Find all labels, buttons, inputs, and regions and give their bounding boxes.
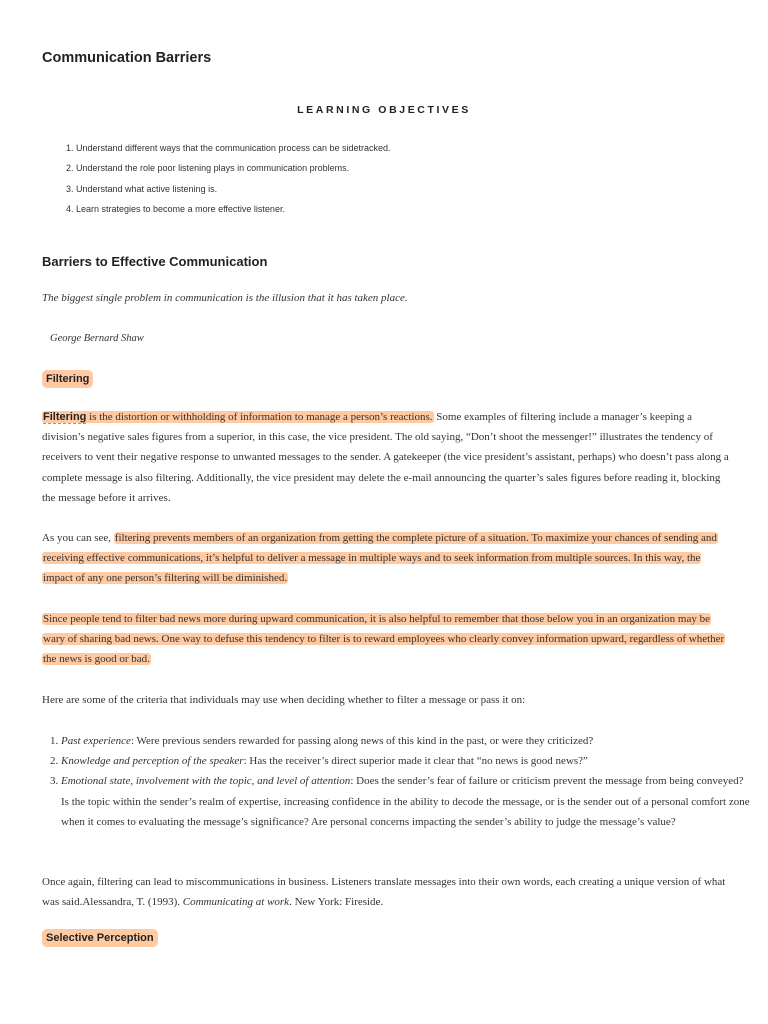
criteria-term: Knowledge and perception of the speaker bbox=[61, 755, 244, 768]
objective-item: 3. Understand what active listening is. bbox=[76, 179, 391, 199]
filtering-paragraph-1 bbox=[42, 407, 732, 508]
objective-item: 1. Understand different ways that the communication process can be sidetracked. bbox=[76, 138, 391, 158]
paragraph-text: Some examples of filtering include a manager’s keeping a division’s negative sales figures from a superior, in this case, the vice president. The old saying, “Don’t shoot the messenger!” illustrates the tendency of receivers to vent their negative response to unwanted messages to the sender. A gatekeeper (the vice president’s assistant, perhaps) who doesn’t pass along a complete message is also filtering. Additionally, the vice president may delete the e-mail announcing the quarter’s sales figures before reading it, blocking the message before it arrives. bbox=[42, 411, 729, 504]
quote-author: George Bernard Shaw bbox=[50, 333, 144, 344]
citation-lead: Alessandra, T. (1993). bbox=[82, 896, 183, 909]
highlight-text: is the distortion or withholding of information to manage a person’s reactions. bbox=[86, 411, 433, 423]
filtering-paragraph-3 bbox=[42, 609, 732, 670]
highlight-text: filtering prevents members of an organization from getting the complete picture of a situation. To maximize your chances of sending and receiving effective communications, it’s helpful to deliver a message in multiple ways and to seek information from multiple sources. In this way, the impact of any one person’s filtering will be diminished. bbox=[43, 532, 717, 585]
criteria-term: Emotional state, involvement with the topic, and level of attention bbox=[61, 775, 351, 788]
page-title: Communication Barriers bbox=[42, 50, 212, 66]
criteria-text: : Has the receiver’s direct superior made it clear that “no news is good news?” bbox=[243, 755, 588, 768]
criteria-item bbox=[61, 731, 751, 751]
quote: The biggest single problem in communication is the illusion that it has taken place. bbox=[42, 292, 408, 304]
objective-item: 4. Learn strategies to become a more effective listener. bbox=[76, 199, 391, 219]
criteria-text: : Were previous senders rewarded for passing along news of this kind in the past, or were they criticized? bbox=[130, 735, 594, 747]
citation-tail: . New York: Fireside. bbox=[289, 896, 384, 909]
objective-item: 2. Understand the role poor listening plays in communication problems. bbox=[76, 158, 391, 178]
filtering-criteria-list bbox=[42, 731, 751, 832]
criteria-term: Past experience bbox=[61, 735, 131, 747]
filtering-term-link[interactable]: Filtering bbox=[43, 411, 87, 423]
filtering-paragraph-5 bbox=[42, 872, 732, 912]
learning-objectives-heading: LEARNING OBJECTIVES bbox=[297, 104, 471, 116]
criteria-item bbox=[61, 771, 751, 832]
paragraph-text: As you can see, bbox=[42, 532, 114, 544]
section-heading: Barriers to Effective Communication bbox=[42, 254, 268, 269]
highlight bbox=[42, 411, 434, 423]
highlight-text: Since people tend to filter bad news more during upward communication, it is also helpful to remember that those below you in an organization may be wary of sharing bad news. One way to defuse this tendency to filter is to reward employees who clearly convey information upward, regardless of whether the news is good or bad. bbox=[43, 613, 725, 666]
learning-objectives-list bbox=[42, 138, 391, 219]
filtering-paragraph-4: Here are some of the criteria that individuals may use when deciding whether to filter a message or pass it on: bbox=[42, 694, 526, 706]
filtering-subheading: Filtering bbox=[42, 370, 93, 388]
criteria-item bbox=[61, 751, 751, 771]
filtering-paragraph-2 bbox=[42, 528, 732, 589]
paragraph-text: Once again, filtering can lead to miscommunications in business. Listeners translate messages into their own words, each creating a unique version of what was said. bbox=[42, 876, 726, 909]
citation-title: Communicating at work bbox=[182, 896, 290, 909]
criteria-text: : Does the sender’s fear of failure or criticism prevent the message from being conveyed? Is the topic within the sender’s realm of expertise, increasing confidence in the ability to decode the message, or is the sender out of a personal comfort zone when it comes to evaluating the message’s significance? Are personal concerns impacting the sender’s ability to judge the message’s value? bbox=[61, 775, 750, 828]
selective-perception-subheading: Selective Perception bbox=[42, 929, 158, 947]
